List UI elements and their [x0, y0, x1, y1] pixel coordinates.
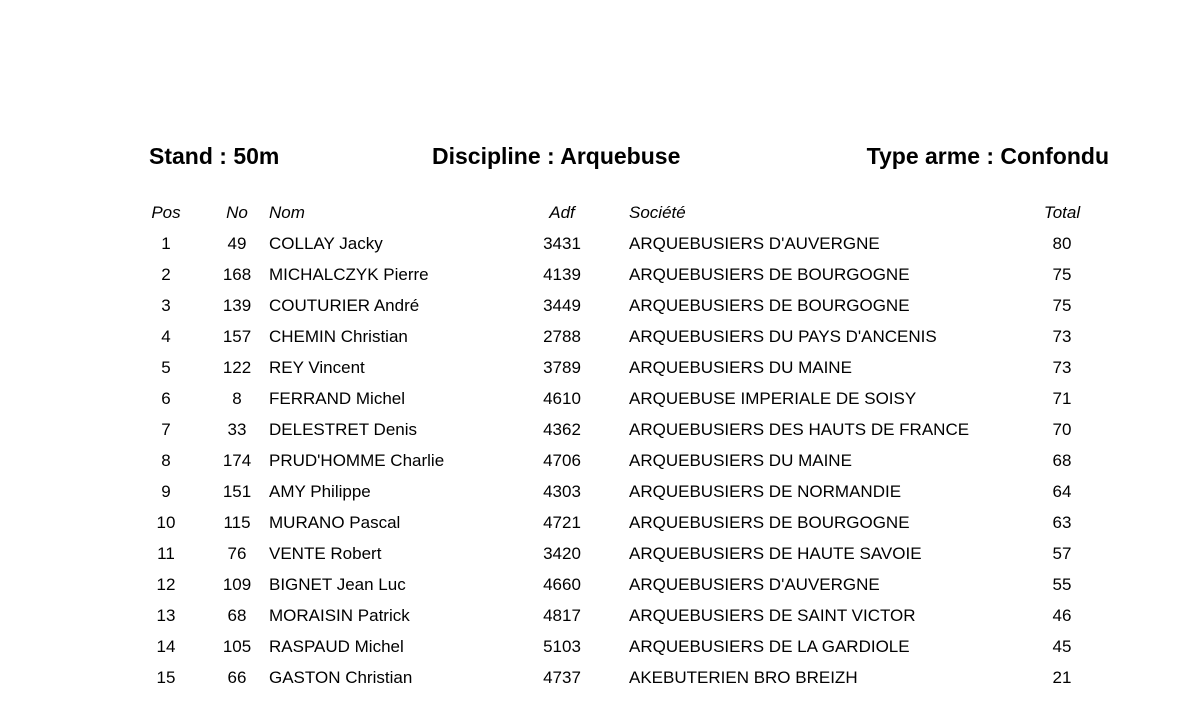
- cell-total: 75: [1052, 265, 1072, 284]
- cell-total: 71: [1052, 389, 1072, 408]
- cell-societe: ARQUEBUSIERS DU PAYS D'ANCENIS: [629, 327, 937, 346]
- cell-no: 8: [232, 389, 242, 408]
- cell-no: 49: [227, 234, 247, 253]
- cell-adf: 4139: [543, 265, 581, 284]
- cell-no: 151: [222, 482, 252, 501]
- cell-pos: 11: [157, 544, 175, 563]
- cell-nom: COLLAY Jacky: [269, 234, 383, 253]
- cell-societe: ARQUEBUSIERS DE LA GARDIOLE: [629, 637, 910, 656]
- results-table: [0, 199, 1190, 695]
- cell-nom: MORAISIN Patrick: [269, 606, 410, 625]
- column-header-nom: Nom: [269, 203, 305, 222]
- cell-adf: 4721: [543, 513, 581, 532]
- cell-no: 66: [227, 668, 247, 687]
- cell-societe: ARQUEBUSIERS DE SAINT VICTOR: [629, 606, 916, 625]
- table-row: [0, 416, 1190, 447]
- cell-no: 109: [222, 575, 252, 594]
- column-header-no: No: [226, 203, 248, 222]
- cell-pos: 10: [156, 513, 176, 532]
- table-row: [0, 385, 1190, 416]
- cell-nom: GASTON Christian: [269, 668, 413, 687]
- cell-pos: 6: [161, 389, 171, 408]
- cell-adf: 4362: [543, 420, 581, 439]
- cell-no: 105: [222, 637, 252, 656]
- table-row: [0, 354, 1190, 385]
- cell-pos: 4: [161, 327, 171, 346]
- cell-pos: 7: [161, 420, 171, 439]
- cell-societe: ARQUEBUSE IMPERIALE DE SOISY: [629, 389, 917, 408]
- cell-total: 55: [1052, 575, 1072, 594]
- cell-total: 64: [1052, 482, 1072, 501]
- cell-no: 76: [227, 544, 247, 563]
- cell-pos: 13: [156, 606, 176, 625]
- cell-no: 168: [222, 265, 252, 284]
- table-row: [0, 540, 1190, 571]
- cell-total: 68: [1052, 451, 1072, 470]
- cell-adf: 5103: [543, 637, 581, 656]
- cell-societe: ARQUEBUSIERS DE HAUTE SAVOIE: [629, 544, 922, 563]
- cell-no: 122: [222, 358, 252, 377]
- cell-pos: 5: [161, 358, 171, 377]
- cell-pos: 1: [161, 234, 171, 253]
- cell-nom: MICHALCZYK Pierre: [269, 265, 429, 284]
- cell-pos: 8: [161, 451, 171, 470]
- cell-nom: DELESTRET Denis: [269, 420, 418, 439]
- cell-nom: AMY Philippe: [269, 482, 371, 501]
- cell-societe: ARQUEBUSIERS DU MAINE: [629, 451, 852, 470]
- cell-total: 70: [1052, 420, 1072, 439]
- table-body: [0, 230, 1190, 695]
- cell-pos: 9: [161, 482, 171, 501]
- weapon-type-label: Type arme : Confondu: [866, 143, 1109, 169]
- cell-no: 33: [227, 420, 247, 439]
- cell-adf: 4737: [543, 668, 581, 687]
- cell-total: 73: [1052, 358, 1072, 377]
- table-row: [0, 230, 1190, 261]
- table-row: [0, 602, 1190, 633]
- table-row: [0, 664, 1190, 695]
- table-row: [0, 633, 1190, 664]
- cell-total: 63: [1052, 513, 1072, 532]
- cell-pos: 2: [161, 265, 171, 284]
- cell-adf: 3789: [543, 358, 581, 377]
- cell-total: 57: [1052, 544, 1072, 563]
- cell-adf: 3449: [543, 296, 581, 315]
- cell-societe: ARQUEBUSIERS DE BOURGOGNE: [629, 513, 910, 532]
- table-row: [0, 447, 1190, 478]
- cell-adf: 4610: [543, 389, 581, 408]
- table-row: [0, 478, 1190, 509]
- table-row: [0, 261, 1190, 292]
- cell-adf: 2788: [543, 327, 581, 346]
- cell-no: 139: [222, 296, 252, 315]
- column-header-pos: Pos: [151, 203, 181, 222]
- cell-no: 174: [222, 451, 252, 470]
- table-row: [0, 292, 1190, 323]
- column-header-societe: Société: [629, 203, 686, 222]
- table-row: [0, 323, 1190, 354]
- cell-nom: FERRAND Michel: [269, 389, 406, 408]
- discipline-label: Discipline : Arquebuse: [432, 143, 681, 169]
- cell-nom: MURANO Pascal: [269, 513, 401, 532]
- cell-nom: PRUD'HOMME Charlie: [269, 451, 445, 470]
- table-row: [0, 509, 1190, 540]
- cell-nom: CHEMIN Christian: [269, 327, 408, 346]
- table-row: [0, 571, 1190, 602]
- cell-societe: ARQUEBUSIERS DE BOURGOGNE: [629, 296, 910, 315]
- cell-pos: 15: [156, 668, 176, 687]
- cell-nom: RASPAUD Michel: [269, 637, 404, 656]
- cell-total: 75: [1052, 296, 1072, 315]
- column-header-adf: Adf: [549, 203, 575, 222]
- cell-nom: COUTURIER André: [269, 296, 420, 315]
- cell-societe: ARQUEBUSIERS DU MAINE: [629, 358, 852, 377]
- cell-nom: REY Vincent: [269, 358, 365, 377]
- cell-societe: ARQUEBUSIERS D'AUVERGNE: [629, 575, 880, 594]
- cell-total: 46: [1052, 606, 1072, 625]
- cell-total: 21: [1052, 668, 1072, 687]
- cell-total: 80: [1052, 234, 1072, 253]
- cell-no: 68: [227, 606, 247, 625]
- cell-societe: AKEBUTERIEN BRO BREIZH: [629, 668, 858, 687]
- cell-adf: 4303: [543, 482, 581, 501]
- cell-nom: BIGNET Jean Luc: [269, 575, 406, 594]
- cell-societe: ARQUEBUSIERS DES HAUTS DE FRANCE: [629, 420, 970, 439]
- cell-no: 157: [222, 327, 252, 346]
- cell-total: 45: [1052, 637, 1072, 656]
- cell-societe: ARQUEBUSIERS D'AUVERGNE: [629, 234, 880, 253]
- column-header-total: Total: [1043, 203, 1081, 222]
- cell-adf: 4817: [543, 606, 581, 625]
- stand-label: Stand : 50m: [149, 143, 280, 169]
- cell-adf: 3431: [543, 234, 581, 253]
- cell-adf: 3420: [543, 544, 581, 563]
- cell-societe: ARQUEBUSIERS DE NORMANDIE: [629, 482, 902, 501]
- cell-pos: 12: [156, 575, 176, 594]
- cell-societe: ARQUEBUSIERS DE BOURGOGNE: [629, 265, 910, 284]
- cell-pos: 3: [161, 296, 171, 315]
- table-header-row: [0, 199, 1190, 230]
- cell-adf: 4706: [543, 451, 581, 470]
- cell-pos: 14: [156, 637, 176, 656]
- cell-total: 73: [1052, 327, 1072, 346]
- cell-adf: 4660: [543, 575, 581, 594]
- cell-no: 115: [223, 513, 251, 532]
- cell-nom: VENTE Robert: [269, 544, 382, 563]
